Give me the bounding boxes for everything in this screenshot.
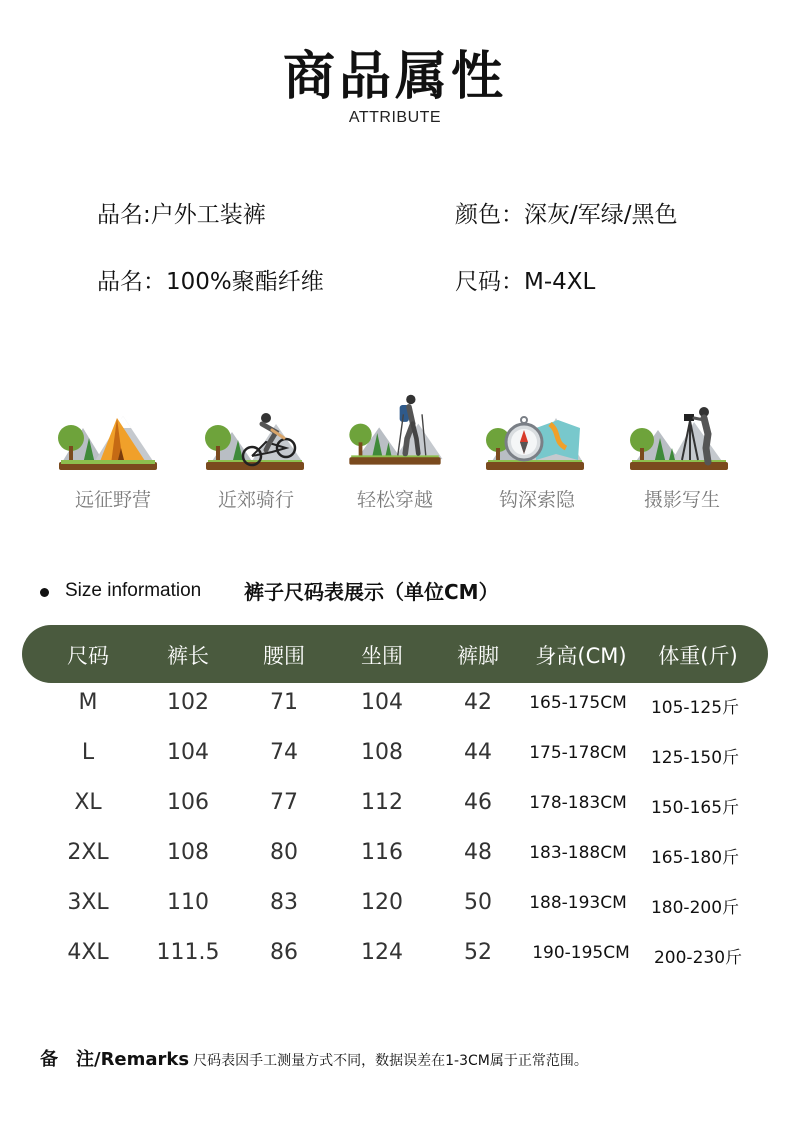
- table-cell: XL: [74, 790, 102, 815]
- table-cell: 200-230斤: [653, 948, 743, 968]
- col-header-hip: 坐围: [361, 644, 403, 668]
- table-cell: 112: [361, 790, 403, 815]
- activity-label-hiking: 轻松穿越: [356, 489, 433, 511]
- table-cell: 150-165斤: [650, 798, 740, 818]
- table-cell: 50: [464, 890, 492, 915]
- table-cell: 42: [464, 690, 492, 715]
- cycling-icon: [200, 398, 310, 480]
- attr-size-range: 尺码：M-4XL: [455, 269, 596, 295]
- table-cell: 44: [464, 740, 492, 765]
- size-table-caption: 裤子尺码表展示（单位CM）: [244, 580, 499, 604]
- attr-color: 颜色：深灰/军绿/黑色: [455, 202, 678, 228]
- table-cell: 83: [270, 890, 298, 915]
- table-cell: 48: [464, 840, 492, 865]
- col-header-length: 裤长: [167, 644, 209, 668]
- table-cell: M: [78, 690, 98, 715]
- table-cell: 124: [361, 940, 403, 965]
- table-cell: 3XL: [67, 890, 109, 915]
- table-cell: 111.5: [156, 940, 220, 965]
- table-cell: 116: [361, 840, 403, 865]
- col-header-height: 身高(CM): [535, 644, 627, 668]
- table-cell: 4XL: [67, 940, 109, 965]
- camping-tent-icon: [53, 398, 163, 480]
- table-cell: 190-195CM: [532, 943, 630, 963]
- attr-product-name: 品名:户外工装裤: [97, 202, 266, 228]
- table-cell: 71: [270, 690, 298, 715]
- table-cell: 104: [167, 740, 209, 765]
- table-cell: L: [81, 740, 95, 765]
- table-cell: 110: [167, 890, 209, 915]
- table-cell: 105-125斤: [650, 698, 740, 718]
- size-info-heading: Size information: [65, 580, 202, 601]
- table-cell: 52: [464, 940, 492, 965]
- table-cell: 80: [270, 840, 298, 865]
- activity-label-camping: 远征野营: [74, 489, 151, 511]
- table-cell: 175-178CM: [529, 743, 627, 763]
- remarks-label: 备 注/Remarks: [40, 1049, 190, 1070]
- activity-label-photography: 摄影写生: [643, 489, 720, 511]
- table-cell: 120: [361, 890, 403, 915]
- page-subtitle: ATTRIBUTE: [348, 109, 442, 126]
- col-header-size: 尺码: [67, 644, 109, 668]
- attr-material: 品名：100%聚酯纤维: [97, 269, 324, 295]
- table-cell: 106: [167, 790, 209, 815]
- remarks-text: 尺码表因手工测量方式不同，数据误差在1-3CM属于正常范围。: [193, 1053, 588, 1069]
- compass-map-icon: [480, 398, 590, 480]
- table-cell: 188-193CM: [529, 893, 627, 913]
- table-cell: 165-180斤: [650, 848, 740, 868]
- photography-icon: [624, 398, 734, 480]
- col-header-weight: 体重(斤): [658, 644, 738, 668]
- col-header-waist: 腰围: [263, 644, 305, 668]
- col-header-hem: 裤脚: [457, 644, 499, 668]
- bullet-dot: [40, 588, 49, 597]
- table-cell: 74: [270, 740, 298, 765]
- remarks: [40, 1045, 588, 1071]
- table-cell: 77: [270, 790, 298, 815]
- table-cell: 125-150斤: [650, 748, 740, 768]
- table-cell: 180-200斤: [650, 898, 740, 918]
- page-title: 商品属性: [282, 47, 507, 107]
- table-cell: 86: [270, 940, 298, 965]
- table-cell: 46: [464, 790, 492, 815]
- table-cell: 108: [167, 840, 209, 865]
- table-cell: 104: [361, 690, 403, 715]
- table-cell: 178-183CM: [529, 793, 627, 813]
- activity-label-cycling: 近郊骑行: [217, 489, 294, 511]
- activity-label-explore: 钩深索隐: [498, 489, 575, 511]
- table-cell: 2XL: [67, 840, 109, 865]
- table-cell: 102: [167, 690, 209, 715]
- table-cell: 183-188CM: [529, 843, 627, 863]
- table-cell: 165-175CM: [529, 693, 627, 713]
- hiking-icon: [340, 392, 450, 474]
- table-cell: 108: [361, 740, 403, 765]
